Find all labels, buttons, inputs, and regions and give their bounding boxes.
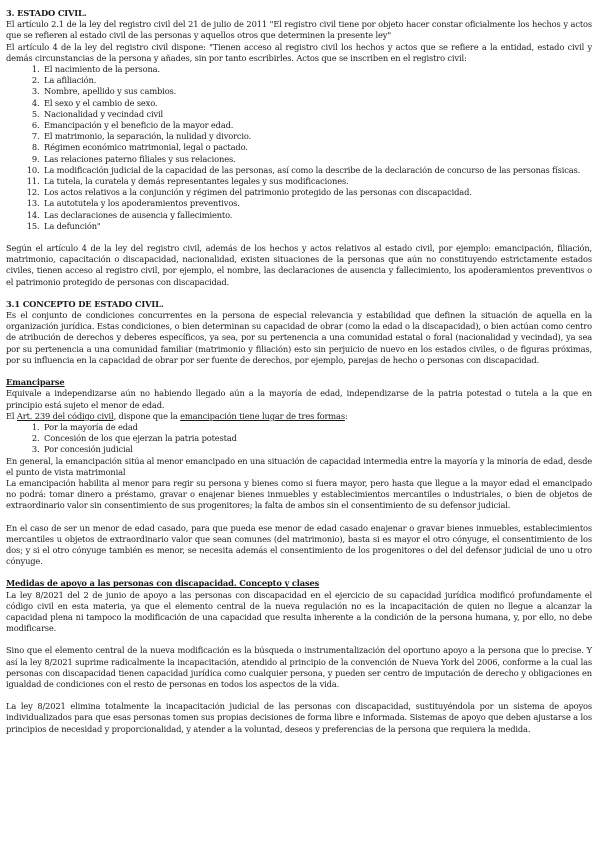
paragraph-article-4: El artículo 4 de la ley del registro civil dispone: "Tienen acceso al registro civil los hechos y actos que se refiere a la entidad, estado civil y demás circunstancias de la persona y añades, sin por tanto escribirles. Actos que se inscriben en el registro civil: (6, 41, 592, 63)
paragraph-emancipation-definition: Equivale a independizarse aún no habiendo llegado aún a la mayoría de edad, independizarse de la patria potestad o tutela a la que en principio está sujeto el menor de edad. (6, 388, 592, 410)
emancipation-forms-list (6, 422, 592, 456)
art-239-suffix: : (344, 410, 348, 421)
section-title-support-measures: Medidas de apoyo a las personas con discapacidad. Concepto y clases (6, 578, 320, 589)
art-239-prefix: El (6, 410, 17, 421)
spacer (6, 567, 592, 578)
paragraph-art-239 (6, 411, 592, 422)
list-item: 2. La afiliación. (42, 75, 592, 86)
list-item: 10. La modificación judicial de la capacidad de las personas, así como la describe de la declaración de concurso de las personas físicas. (42, 165, 592, 176)
spacer (6, 288, 592, 299)
list-item: 3. Nombre, apellido y sus cambios. (42, 86, 592, 97)
paragraph-article-2-1: El artículo 2.1 de la ley del registro civil del 21 de julio de 2011 "El registro civil tiene por objeto hacer constar oficialmente los hechos y actos que se refieren al estado civil de las personas y aquellos otros que determinen la presente ley" (6, 19, 592, 41)
list-item: 15. La defunción" (42, 221, 592, 232)
list-item: 4. El sexo y el cambio de sexo. (42, 98, 592, 109)
spacer (6, 366, 592, 377)
list-item: 5. Nacionalidad y vecindad civil (42, 109, 592, 120)
list-item: 3. Por concesión judicial (42, 444, 592, 455)
paragraph-emancipation-limits: La emancipación habilita al menor para regir su persona y bienes como si fuera mayor, pero hasta que llegue a la mayor edad el emancipado no podrá: tomar dinero a préstamo, gravar o enajenar bienes inmuebles y establecimientos mercantiles o industriales, o bien de objetos de extraordinario valor sin consentimiento de sus progenitores; la falta de ambos sin el consentimiento de su defensor judicial. (6, 477, 592, 511)
paragraph-emancipation-general: En general, la emancipación sitúa al menor emancipado en una situación de capacidad intermedia entre la mayoría y la minoría de edad, desde el punto de vista matrimonial (6, 455, 592, 477)
list-item: 1. Por la mayoría de edad (42, 422, 592, 433)
art-239-underlined: emancipación tiene lugar de tres formas (180, 410, 345, 421)
spacer (6, 690, 592, 701)
paragraph-concepto: Es el conjunto de condiciones concurrentes en la persona de especial relevancia y estabilidad que definen la situación de aquella en la organización jurídica. Estas condiciones, o bien determinan su capacidad de obrar (como la edad o la discapacidad), o bien actúan como centro de atribución de derechos y deberes específicos, ya sea, por su pertenencia a una comunidad estatal o foral (nacionalidad y vecindad), ya sea por su pertenencia a una comunidad familiar (matrimonio y filiación) esto sin perjuicio de nuevo en los estados civiles, o de figuras próximas, por su influencia en la capacidad de obrar por ser fuente de derechos, por ejemplo, parejas de hecho o personas con discapacidad. (6, 310, 592, 365)
list-item: 9. Las relaciones paterno filiales y sus relaciones. (42, 154, 592, 165)
list-item: 6. Emancipación y el beneficio de la mayor edad. (42, 120, 592, 131)
spacer (6, 232, 592, 243)
paragraph-ley-8-2021: La ley 8/2021 del 2 de junio de apoyo a las personas con discapacidad en el ejercicio de su capacidad jurídica modificó profundamente el código civil en esta materia, ya que el elemento central de la nueva regulación no es la incapacitación de quien no llegue a alcanzar la capacidad plena ni tampoco la modificación de una capacidad que resulta inherente a la condición de la persona humana, y, por ello, no debe modificarse. (6, 589, 592, 634)
list-item: 12. Los actos relativos a la conjunción y régimen del patrimonio protegido de las personas con discapacidad. (42, 187, 592, 198)
list-item: 7. El matrimonio, la separación, la nulidad y divorcio. (42, 131, 592, 142)
paragraph-central-element: Sino que el elemento central de la nueva modificación es la búsqueda o instrumentalización del oportuno apoyo a la persona que lo precise. Y así la ley 8/2021 suprime radicalmente la incapacitación, atendido al principio de la convención de Nueva York del 2006, conforme a la cual las personas con discapacidad tienen capacidad jurídica como cualquier persona, y pueden ser centro de imputación de derecho y obligaciones en igualdad de condiciones con el resto de personas en todos los aspectos de la vida. (6, 645, 592, 689)
paragraph-married-minor: En el caso de ser un menor de edad casado, para que pueda ese menor de edad casado enajenar o gravar bienes inmuebles, establecimientos mercantiles u objetos de extraordinario valor que sean comunes (del matrimonio), basta si es mayor el otro cónyuge, el consentimiento de los dos; y si el otro cónyuge también es menor, se necesita además el consentimiento de los progenitores o del del defensor judicial de uno u otro cónyuge. (6, 522, 592, 567)
spacer (6, 634, 592, 645)
section-title-concepto: 3.1 CONCEPTO DE ESTADO CIVIL. (6, 298, 164, 309)
list-item: 8. Régimen económico matrimonial, legal o pactado. (42, 142, 592, 153)
spacer (6, 512, 592, 523)
art-239-mid: , dispone que la (113, 410, 181, 421)
art-239-link[interactable]: Art. 239 del código civil (16, 410, 114, 421)
list-item: 11. La tutela, la curatela y demás representantes legales y sus modificaciones. (42, 176, 592, 187)
list-item: 14. Las declaraciones de ausencia y fallecimiento. (42, 210, 592, 221)
list-item: 13. La autotutela y los apoderamientos preventivos. (42, 198, 592, 209)
list-item: 2. Concesión de los que ejerzan la patria potestad (42, 433, 592, 444)
paragraph-support-systems: La ley 8/2021 elimina totalmente la incapacitación judicial de las personas con discapacidad, sustituyéndola por un sistema de apoyos individualizados para que esas personas tomen sus propias decisiones de forma libre e informada. Sistemas de apoyo que deben ajustarse a los principios de necesidad y proporcionalidad, y atender a la voluntad, deseos y preferencias de la persona que requiera la medida. (6, 701, 592, 734)
section-title-estado-civil: 3. ESTADO CIVIL. (6, 8, 87, 18)
list-item: 1. El nacimiento de la persona. (42, 64, 592, 75)
registrable-acts-list (6, 64, 592, 232)
paragraph-article-4-summary: Según el artículo 4 de la ley del registro civil, además de los hechos y actos relativos al estado civil, por ejemplo: emancipación, filiación, matrimonio, capacitación o discapacidad, nacionalidad, existen situaciones de la personas que aún no constituyendo estrictamente estados civiles, tienen acceso al registro civil, por ejemplo, el nombre, las declaraciones de ausencia y fallecimiento, los apoderamientos preventivos o el patrimonio protegido de personas con discapacidad. (6, 243, 592, 287)
section-title-emanciparse: Emanciparse (6, 377, 65, 388)
